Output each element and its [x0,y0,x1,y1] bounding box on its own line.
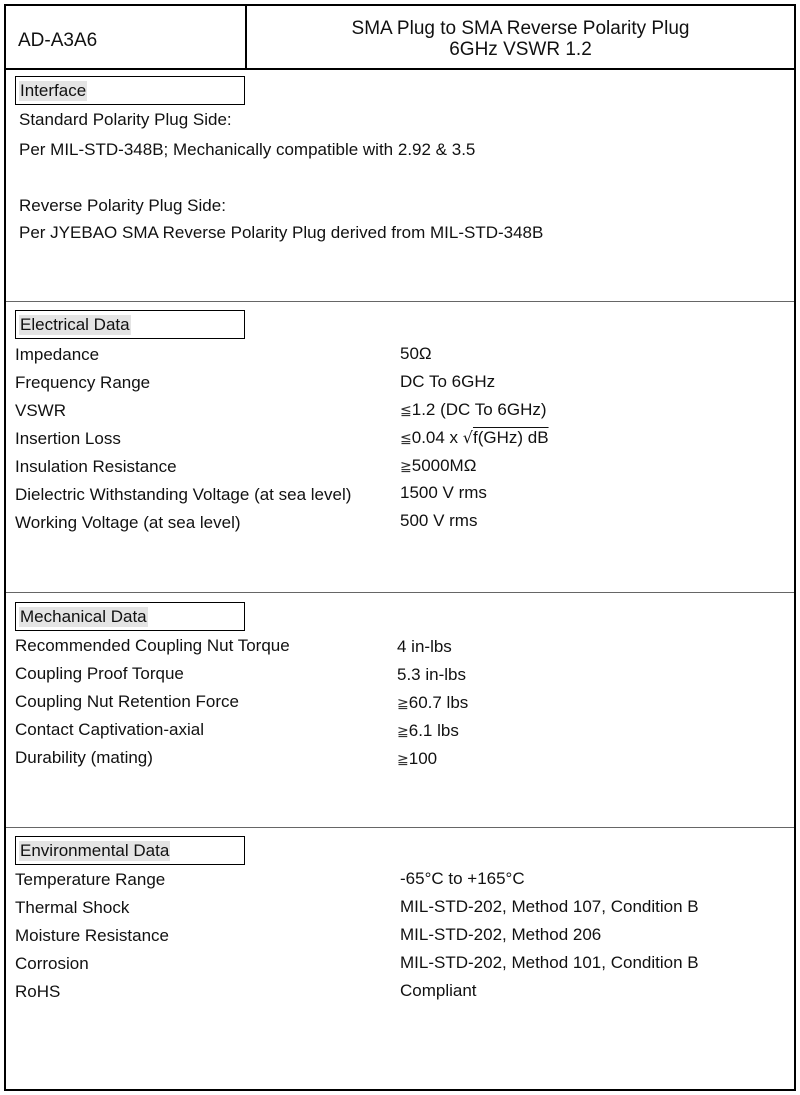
spec-value [397,721,459,742]
spec-label: Thermal Shock [15,898,130,917]
spec-label: RoHS [15,982,61,1001]
spec-value: 500 V rms [400,511,478,530]
title-line-2: 6GHz VSWR 1.2 [449,39,592,60]
electrical-section-title [15,310,245,339]
spec-label: Moisture Resistance [15,926,170,945]
spec-value-text: 60.7 lbs [408,693,469,712]
spec-value [400,456,476,477]
spec-value: 1500 V rms [400,483,487,502]
spec-value: 4 in-lbs [397,637,452,656]
spec-label: Recommended Coupling Nut Torque [15,636,290,655]
spec-value [397,693,468,714]
spec-value-text: 5000MΩ [411,456,477,475]
greater-equal-icon: ≧ [397,752,409,768]
title-line-1: SMA Plug to SMA Reverse Polarity Plug [351,18,690,39]
part-number: AD-A3A6 [18,30,98,51]
interface-title-text: Interface [20,81,87,100]
spec-value [400,428,549,449]
spec-label: Coupling Proof Torque [15,664,184,683]
mechanical-section-title [15,602,245,631]
section-divider [6,827,794,828]
spec-label: Insulation Resistance [15,457,177,476]
spec-label: Working Voltage (at sea level) [15,513,241,532]
spec-value-suffix: f(GHz) dB [472,428,549,447]
environmental-section-title [15,836,245,865]
spec-label: Frequency Range [15,373,151,392]
less-equal-icon: ≦ [400,431,412,447]
spec-value [397,749,437,770]
spec-value: Compliant [400,981,477,1000]
spec-label: Contact Captivation-axial [15,720,204,739]
mechanical-title-text: Mechanical Data [20,607,147,626]
environmental-title-text: Environmental Data [20,841,170,860]
part-number-cell [6,6,247,68]
square-root-icon: √ [462,428,473,447]
spec-value-text: 6.1 lbs [408,721,459,740]
spec-value: 50Ω [400,344,432,363]
electrical-title-text: Electrical Data [20,315,130,334]
spec-value: MIL-STD-202, Method 101, Condition B [400,953,699,972]
spec-label: Temperature Range [15,870,166,889]
spec-value-text: 1.2 (DC To 6GHz) [411,400,547,419]
section-divider [6,592,794,593]
interface-line: Per MIL-STD-348B; Mechanically compatible with 2.92 & 3.5 [19,140,476,159]
spec-value: -65°C to +165°C [400,869,525,888]
spec-label: Impedance [15,345,100,364]
spec-value: MIL-STD-202, Method 107, Condition B [400,897,699,916]
spec-value: 5.3 in-lbs [397,665,466,684]
spec-label: Coupling Nut Retention Force [15,692,239,711]
interface-line: Standard Polarity Plug Side: [19,110,232,129]
interface-line: Per JYEBAO SMA Reverse Polarity Plug derived from MIL-STD-348B [19,223,544,242]
spec-sheet [4,4,796,1091]
spec-label: Insertion Loss [15,429,121,448]
spec-value: DC To 6GHz [400,372,496,391]
spec-value [400,400,547,421]
greater-equal-icon: ≧ [397,696,409,712]
section-divider [6,301,794,302]
interface-line: Reverse Polarity Plug Side: [19,196,226,215]
header-divider [6,68,794,70]
spec-value-text: 100 [408,749,438,768]
spec-label: VSWR [15,401,66,420]
greater-equal-icon: ≧ [400,459,412,475]
spec-value: MIL-STD-202, Method 206 [400,925,602,944]
spec-value-text: 0.04 x [411,428,463,447]
title-cell [247,6,794,68]
spec-label: Dielectric Withstanding Voltage (at sea level) [15,485,352,504]
less-equal-icon: ≦ [400,403,412,419]
spec-label: Durability (mating) [15,748,153,767]
greater-equal-icon: ≧ [397,724,409,740]
interface-section-title [15,76,245,105]
spec-label: Corrosion [15,954,89,973]
